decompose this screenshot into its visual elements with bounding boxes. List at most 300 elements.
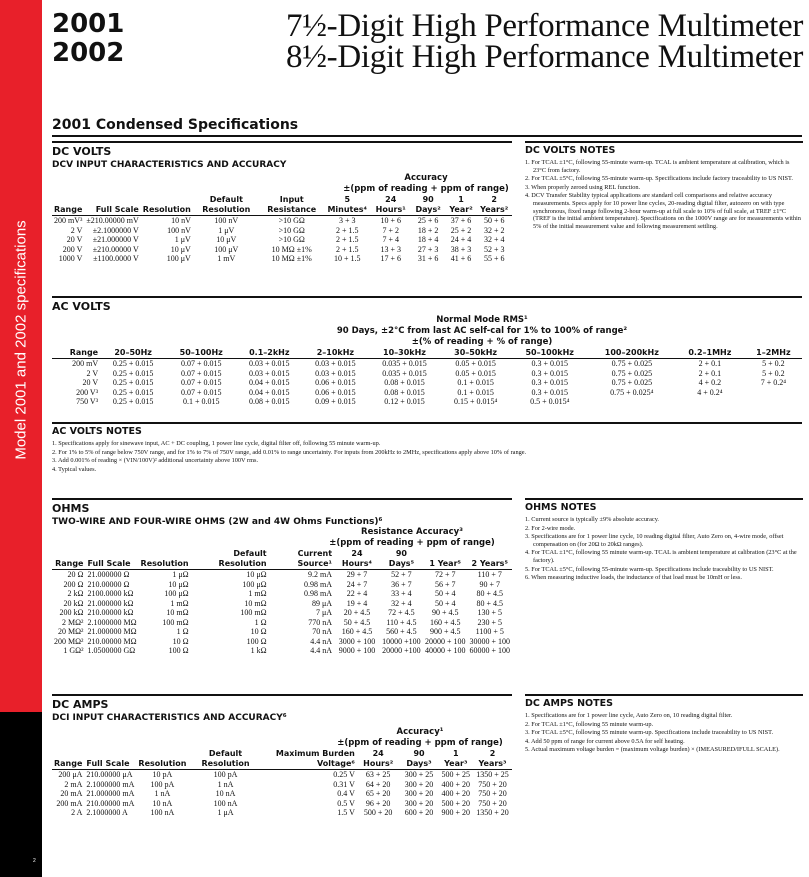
- ohms-title: OHMS: [52, 498, 512, 515]
- dcv-notes: [525, 141, 803, 231]
- table-cell: 55 + 6: [483, 254, 505, 263]
- table-cell: 10 MΩ ±1%: [271, 254, 312, 263]
- note-item: 5. For TCAL ±5°C, following 55-minute warm-up. Specifications include traceability to US NIST.: [525, 565, 774, 573]
- table-cell: 20 Ω: [67, 570, 84, 579]
- table-row: [52, 780, 512, 790]
- table-cell: 1 kΩ: [250, 646, 267, 655]
- table-cell: 300 + 20: [404, 779, 434, 789]
- dcv-subtitle: DCV INPUT CHARACTERISTICS AND ACCURACY: [52, 160, 287, 170]
- table-cell: 10 μV: [216, 235, 237, 244]
- table-cell: 0.07 + 0.015: [180, 359, 222, 368]
- table-cell: 1 μV: [174, 235, 191, 244]
- table-cell: 19 + 4: [346, 598, 368, 608]
- table-cell: 20 kΩ: [63, 598, 84, 608]
- model-numbers: [52, 10, 124, 68]
- table-cell: 100 μΩ: [242, 579, 267, 589]
- table-cell: 900 + 4.5: [429, 627, 461, 636]
- table-cell: 10 Ω: [250, 627, 267, 636]
- table-cell: 50 + 4: [434, 589, 456, 598]
- table-cell: 20 V: [66, 235, 83, 244]
- ohms-notes-title: OHMS NOTES: [525, 498, 803, 513]
- title-2001: 7½-Digit High Performance Multimeter: [286, 8, 804, 44]
- dcv-section: [52, 141, 512, 264]
- table-cell: 52 + 3: [483, 244, 505, 254]
- table-cell: 400 + 20: [441, 789, 471, 798]
- table-cell: 21.000000 mA: [86, 789, 135, 798]
- acv-col-header: 1–2MHz: [745, 348, 802, 359]
- table-cell: 2 + 0.1: [698, 359, 722, 368]
- table-row: [52, 397, 802, 407]
- table-cell: 90 + 7: [479, 579, 500, 589]
- table-row: [52, 226, 512, 236]
- ohms-col-header: 24 Hours⁴: [334, 549, 380, 570]
- ohms-subtitle: TWO-WIRE AND FOUR-WIRE OHMS (2W and 4W Ohms Functions)⁶: [52, 517, 383, 527]
- dcv-col-header: 5 Minutes⁴: [324, 195, 371, 216]
- note-item: 2. For 1% to 5% of range below 750V range, and for 1% to 7% of 750V range, add 0.01% to range uncertainty. For inputs from 200kHz to 2MHz, specifications apply above 10% of range.: [52, 448, 527, 456]
- table-cell: ±210.00000 V: [92, 244, 139, 254]
- table-cell: 18 + 2: [417, 225, 439, 235]
- table-cell: 1 μA: [217, 808, 234, 817]
- dci-col-header: Maximum Burden Voltage⁶: [263, 749, 357, 770]
- table-cell: 2 + 1.5: [335, 235, 359, 244]
- table-cell: 10 pA: [152, 770, 173, 779]
- table-cell: 0.3 + 0.015: [531, 387, 568, 397]
- table-cell: 100 nA: [150, 808, 175, 817]
- table-cell: 10 mΩ: [166, 608, 189, 617]
- table-cell: 750 V³: [76, 397, 99, 406]
- table-cell: 2.1000000 MΩ: [87, 617, 137, 627]
- title-2002: 8½-Digit High Performance Multimeter: [286, 39, 804, 75]
- table-cell: 10 Ω: [172, 636, 189, 646]
- table-cell: 10 μΩ: [168, 579, 189, 589]
- table-cell: 200 kΩ: [59, 608, 84, 617]
- table-cell: 3000 + 100: [338, 636, 376, 646]
- table-cell: 10 nV: [171, 216, 191, 225]
- table-cell: 100 mΩ: [162, 617, 189, 627]
- dci-accuracy-header: Accuracy¹: [396, 727, 444, 737]
- dci-col-header: Full Scale: [84, 749, 136, 770]
- table-cell: 100 μV: [166, 254, 191, 263]
- table-cell: 64 + 20: [365, 779, 391, 789]
- table-cell: 160 + 4.5: [429, 617, 461, 627]
- table-cell: 80 + 4.5: [476, 598, 503, 608]
- dcv-col-header: 24 Hours¹: [371, 195, 411, 216]
- table-cell: 72 + 4.5: [388, 608, 415, 617]
- table-cell: 500 + 20: [363, 808, 393, 817]
- table-cell: 63 + 25: [365, 770, 391, 779]
- table-cell: 0.1 + 0.015: [457, 387, 494, 397]
- table-cell: 0.5 + 0.015⁴: [530, 397, 570, 406]
- table-cell: 750 + 20: [478, 798, 507, 808]
- table-cell: 2 + 1.5: [335, 244, 359, 254]
- table-cell: 300 + 20: [404, 789, 434, 798]
- table-cell: 1350 + 20: [476, 808, 509, 817]
- dcv-accuracy-header: Accuracy: [404, 173, 448, 183]
- table-row: [52, 618, 512, 628]
- table-cell: 0.08 + 0.015: [384, 387, 425, 397]
- table-cell: 230 + 5: [477, 617, 502, 627]
- table-row: [52, 570, 512, 580]
- table-cell: 0.08 + 0.015: [249, 397, 290, 406]
- table-cell: 100 Ω: [246, 636, 267, 646]
- table-cell: 0.06 + 0.015: [315, 378, 356, 387]
- table-cell: 2 V: [70, 225, 83, 235]
- dcv-table: [52, 195, 512, 264]
- table-cell: 17 + 6: [380, 254, 401, 263]
- table-cell: 0.04 + 0.015: [249, 387, 290, 397]
- ohms-accuracy-header: Resistance Accuracy³: [361, 527, 463, 537]
- table-cell: 1 mV: [217, 254, 236, 263]
- acv-section: [52, 296, 802, 407]
- page-mark: 2: [33, 858, 36, 864]
- acv-header-3: ±(% of reading + % of range): [411, 337, 553, 347]
- table-cell: 20000 +100: [382, 646, 421, 655]
- model-2002: 2002: [52, 38, 125, 68]
- note-item: 2. For TCAL ±5°C, following 55-minute warm-up. Specifications include factory traceability to US NIST.: [525, 175, 794, 183]
- table-cell: 65 + 20: [365, 789, 391, 798]
- table-cell: 36 + 7: [391, 579, 412, 589]
- table-cell: 100 nV: [214, 216, 239, 225]
- table-cell: [745, 397, 802, 407]
- table-cell: 200 mV³: [54, 216, 83, 225]
- table-cell: 200 V: [62, 244, 83, 254]
- table-cell: 0.25 + 0.015: [112, 378, 154, 387]
- acv-col-header: 50–100kHz: [511, 348, 589, 359]
- dci-subtitle: DCI INPUT CHARACTERISTICS AND ACCURACY⁶: [52, 713, 287, 723]
- table-cell: 10 + 6: [380, 216, 401, 225]
- table-cell: 100 nV: [167, 225, 191, 235]
- table-cell: 37 + 6: [450, 216, 472, 225]
- table-row: [52, 608, 512, 618]
- table-cell: 32 + 4: [483, 235, 505, 244]
- table-cell: 1100 + 5: [475, 627, 504, 636]
- table-cell: 200 MΩ²: [54, 636, 84, 646]
- dcv-notes-title: DC VOLTS NOTES: [525, 141, 803, 156]
- table-cell: 0.25 + 0.015: [112, 397, 154, 406]
- dcv-col-header: Default Resolution: [193, 195, 260, 216]
- note-item: 5. Actual maximum voltage burden = (maximum voltage burden) × (IMEASURED/IFULL SCALE).: [525, 746, 780, 754]
- table-cell: 0.1 + 0.015: [182, 397, 220, 406]
- table-cell: 4.4 nA: [310, 646, 333, 655]
- table-cell: 2 kΩ: [67, 589, 84, 598]
- table-cell: 0.07 + 0.015: [180, 378, 222, 387]
- note-item: 4. Add 50 ppm of range for current above 0.5A for self heating.: [525, 737, 685, 745]
- table-row: [52, 637, 512, 647]
- ohms-accuracy-sub: ±(ppm of reading + ppm of range): [329, 538, 495, 548]
- table-cell: [745, 388, 802, 398]
- dci-title: DC AMPS: [52, 694, 512, 711]
- table-cell: 110 + 4.5: [386, 617, 417, 627]
- acv-col-header: 2–10kHz: [302, 348, 368, 359]
- table-cell: 0.03 + 0.015: [249, 359, 290, 368]
- table-cell: 18 + 4: [417, 235, 439, 244]
- table-cell: ±1100.0000 V: [93, 254, 139, 263]
- table-cell: [675, 397, 745, 407]
- dcv-notes-list: [525, 159, 803, 230]
- table-cell: 10 + 1.5: [333, 254, 361, 263]
- table-cell: 5 + 0.2: [762, 368, 785, 378]
- note-item: 3. Add 0.001% of reading × (VIN/100V)² additional uncertainty above 100V rms.: [52, 457, 259, 465]
- table-cell: 22 + 4: [346, 589, 368, 598]
- table-cell: 0.09 + 0.015: [315, 397, 356, 406]
- table-cell: 0.07 + 0.015: [180, 368, 222, 378]
- table-cell: 100 μV: [214, 244, 239, 254]
- note-item: 2. For 2-wire mode.: [525, 524, 576, 532]
- table-cell: 0.25 + 0.015: [112, 368, 154, 378]
- table-cell: 32 + 4: [391, 598, 412, 608]
- ohms-col-header: 90 Days⁵: [380, 549, 423, 570]
- table-cell: 210.00000 kΩ: [87, 608, 134, 617]
- table-cell: 4 + 0.2: [698, 378, 722, 387]
- acv-col-header: 30–50kHz: [440, 348, 510, 359]
- table-cell: 0.75 + 0.025⁴: [610, 387, 654, 397]
- table-cell: 89 μA: [311, 598, 333, 608]
- ohms-col-header: 1 Year⁵: [423, 549, 468, 570]
- table-cell: 100 mΩ: [240, 608, 267, 617]
- note-item: 1. Specifications apply for sinewave input, AC + DC coupling, 1 power line cycle, digital filter off, following 55 minute warm-up.: [52, 440, 381, 447]
- table-cell: 1 mΩ: [170, 598, 189, 608]
- table-cell: 10 nA: [152, 798, 173, 808]
- sidebar-black-block: [0, 712, 42, 877]
- table-cell: 25 + 6: [417, 216, 439, 225]
- table-cell: 20 MΩ²: [58, 627, 84, 636]
- note-item: 1. Specifications are for 1 power line cycle, Auto Zero on, 10 reading digital filter.: [525, 712, 733, 719]
- table-cell: 27 + 3: [417, 244, 439, 254]
- dci-col-header: Resolution: [136, 749, 188, 770]
- table-cell: 80 + 4.5: [476, 589, 503, 598]
- table-cell: 0.31 V: [333, 779, 355, 789]
- table-cell: 4.4 nA: [310, 636, 333, 646]
- dcv-title: DC VOLTS: [52, 141, 512, 158]
- table-cell: 10000 +100: [382, 636, 421, 646]
- table-cell: 1 Ω: [176, 627, 189, 636]
- table-cell: 0.3 + 0.015: [531, 368, 568, 378]
- page-title: 2001 Condensed Specifications: [52, 117, 802, 137]
- table-cell: 21.000000 Ω: [87, 570, 130, 579]
- table-cell: 210.00000 mA: [86, 798, 135, 808]
- dcv-col-header: 1 Year²: [446, 195, 477, 216]
- table-cell: 7 + 2: [382, 225, 399, 235]
- table-row: [52, 388, 802, 398]
- ohms-col-header: 2 Years⁵: [467, 549, 512, 570]
- table-cell: 52 + 7: [391, 570, 412, 579]
- dci-col-header: Default Resolution: [188, 749, 262, 770]
- table-cell: 40000 + 100: [424, 646, 466, 655]
- table-cell: 56 + 7: [434, 579, 456, 589]
- table-cell: 200 V³: [76, 387, 99, 397]
- table-cell: 20 + 4.5: [343, 608, 371, 617]
- table-row: [52, 627, 512, 637]
- table-cell: 0.08 + 0.015: [384, 378, 425, 387]
- acv-col-header: 10–30kHz: [368, 348, 440, 359]
- acv-col-header: 50–100Hz: [166, 348, 236, 359]
- ohms-col-header: Range: [52, 549, 85, 570]
- table-cell: ±21.000000 V: [92, 235, 139, 244]
- table-cell: 100 nA: [213, 798, 238, 808]
- table-row: [52, 770, 512, 780]
- dci-col-header: 90 Days³: [400, 749, 439, 770]
- table-cell: 0.03 + 0.015: [315, 359, 356, 368]
- table-cell: 0.1 + 0.015: [457, 378, 494, 387]
- table-cell: 750 + 20: [478, 789, 507, 798]
- table-cell: 96 + 20: [365, 798, 391, 808]
- note-item: 3. For TCAL ±5°C, following 55 minute warm-up. Specifications include traceability to US NIST.: [525, 729, 774, 737]
- acv-header-2: 90 Days, ±2°C from last AC self-cal for 1% to 100% of range²: [336, 326, 628, 336]
- table-cell: 7 μA: [315, 608, 333, 617]
- table-row: [52, 254, 512, 264]
- table-cell: 72 + 7: [434, 570, 456, 579]
- table-cell: 50 + 6: [483, 216, 505, 225]
- table-cell: 100 pA: [150, 779, 175, 789]
- note-item: 2. For TCAL ±1°C, following 55 minute warm-up.: [525, 720, 654, 728]
- table-cell: 20 mA: [60, 789, 83, 798]
- table-cell: 7 + 0.2⁴: [760, 378, 787, 387]
- acv-col-header: 0.1–2kHz: [236, 348, 302, 359]
- dci-notes: [525, 694, 803, 755]
- table-cell: >10 GΩ: [278, 216, 305, 225]
- table-cell: 0.06 + 0.015: [315, 387, 356, 397]
- table-cell: 210.00000 μA: [86, 770, 133, 779]
- table-cell: 13 + 3: [380, 244, 401, 254]
- table-cell: 200 mA: [56, 798, 83, 808]
- table-cell: 0.25 V: [333, 770, 355, 779]
- table-cell: 0.03 + 0.015: [249, 368, 290, 378]
- table-cell: [589, 397, 675, 407]
- table-cell: 2100.0000 kΩ: [87, 589, 134, 598]
- table-cell: 1 mΩ: [248, 589, 267, 598]
- table-cell: 32 + 2: [483, 225, 505, 235]
- table-cell: 31 + 6: [417, 254, 439, 263]
- table-row: [52, 799, 512, 809]
- table-cell: 1 μV: [218, 225, 235, 235]
- note-item: 3. Specifications are for 1 power line cycle, 10 reading digital filter, Auto Zero on, 4-wire mode, offset compensation on (for 20Ω to 20kΩ ranges).: [525, 533, 784, 548]
- table-cell: ±210.00000 mV: [86, 216, 139, 225]
- table-cell: 0.12 + 0.015: [384, 397, 425, 406]
- table-cell: 10 MΩ ±1%: [271, 244, 312, 254]
- table-row: [52, 599, 512, 609]
- acv-col-header: Range: [52, 348, 100, 359]
- dcv-col-header: 2 Years²: [476, 195, 512, 216]
- table-cell: 0.04 + 0.015: [249, 378, 290, 387]
- table-cell: 0.07 + 0.015: [180, 387, 222, 397]
- table-cell: 160 + 4.5: [341, 627, 373, 636]
- table-cell: 38 + 3: [450, 244, 472, 254]
- table-row: [52, 369, 802, 379]
- dcv-col-header: Input Resistance: [260, 195, 324, 216]
- dci-col-header: 24 Hours²: [357, 749, 400, 770]
- table-row: [52, 789, 512, 799]
- note-item: 1. For TCAL ±1°C, following 55-minute warm-up. TCAL is ambient temperature at calibration, which is 23°C from factory.: [525, 159, 790, 174]
- table-cell: 110 + 7: [477, 570, 502, 579]
- table-cell: 10 nA: [215, 789, 236, 798]
- table-cell: 24 + 7: [346, 579, 368, 589]
- table-cell: 1 nA: [154, 789, 171, 798]
- table-cell: 2.1000000 A: [86, 808, 128, 817]
- acv-col-header: 100–200kHz: [589, 348, 675, 359]
- note-item: 4. For TCAL ±1°C, following 55 minute warm-up. TCAL is ambient temperature at calibration (23°C at the factory).: [525, 549, 797, 564]
- table-cell: 0.25 + 0.015: [112, 387, 154, 397]
- dci-notes-list: [525, 712, 803, 754]
- ohms-col-header: Current Source¹: [269, 549, 334, 570]
- table-cell: 10 mΩ: [244, 598, 267, 608]
- model-2001: 2001: [52, 9, 125, 39]
- ohms-col-header: Default Resolution: [191, 549, 269, 570]
- ohms-section: [52, 498, 512, 656]
- table-cell: 560 + 4.5: [386, 627, 417, 636]
- acv-notes: [52, 422, 802, 474]
- table-cell: 1 Ω: [254, 617, 267, 627]
- note-item: 1. Current source is typically ±9% absolute accuracy.: [525, 516, 660, 523]
- acv-header-1: Normal Mode RMS¹: [436, 315, 528, 325]
- table-cell: 0.4 V: [337, 789, 355, 798]
- table-cell: 9.2 mA: [308, 570, 333, 579]
- table-row: [52, 808, 512, 818]
- table-cell: 0.75 + 0.025: [611, 378, 653, 387]
- acv-title: AC VOLTS: [52, 296, 802, 313]
- table-cell: 200 mV: [72, 359, 99, 368]
- table-cell: 0.035 + 0.015: [382, 368, 427, 378]
- ohms-col-header: Full Scale: [85, 549, 138, 570]
- table-cell: 0.98 mA: [304, 579, 333, 589]
- product-titles: [286, 8, 804, 75]
- dcv-col-header: 90 Days²: [411, 195, 446, 216]
- acv-col-header: 20–50Hz: [100, 348, 166, 359]
- table-cell: 100 μΩ: [164, 589, 189, 598]
- dci-notes-title: DC AMPS NOTES: [525, 694, 803, 709]
- table-row: [52, 378, 802, 388]
- table-cell: 30000 + 100: [469, 636, 510, 646]
- table-cell: 600 + 20: [404, 808, 434, 817]
- table-cell: 2 mA: [64, 779, 83, 789]
- table-cell: 0.03 + 0.015: [315, 368, 356, 378]
- table-cell: 0.75 + 0.025: [611, 368, 653, 378]
- table-cell: ±2.1000000 V: [92, 225, 139, 235]
- table-cell: 50 + 4: [434, 598, 456, 608]
- table-cell: 0.5 V: [337, 798, 355, 808]
- table-cell: 60000 + 100: [469, 646, 510, 655]
- table-cell: 20000 + 100: [424, 636, 466, 646]
- table-cell: >10 GΩ: [278, 235, 305, 244]
- table-cell: 0.3 + 0.015: [531, 378, 568, 387]
- dci-table: [52, 749, 512, 818]
- table-cell: 0.98 mA: [304, 589, 333, 598]
- dci-col-header: Range: [52, 749, 84, 770]
- table-cell: 210.00000 Ω: [87, 579, 130, 589]
- table-cell: 2.1000000 mA: [86, 779, 135, 789]
- sidebar-label: Model 2001 and 2002 specifications: [12, 220, 30, 460]
- table-row: [52, 216, 512, 226]
- table-cell: 3 + 3: [338, 216, 356, 225]
- acv-col-header: 0.2–1MHz: [675, 348, 745, 359]
- table-cell: 2 MΩ²: [62, 617, 84, 627]
- table-cell: 29 + 7: [346, 570, 368, 579]
- dci-col-header: 2 Years³: [473, 749, 512, 770]
- table-cell: 70 nA: [312, 627, 333, 636]
- table-cell: 2 + 1.5: [335, 225, 359, 235]
- dci-section: [52, 694, 512, 818]
- table-cell: 4 + 0.2⁴: [697, 387, 723, 397]
- table-cell: 770 nA: [308, 617, 333, 627]
- table-row: [52, 580, 512, 590]
- table-cell: 500 + 20: [441, 798, 471, 808]
- ohms-notes: [525, 498, 803, 583]
- table-cell: 0.05 + 0.015: [455, 359, 496, 368]
- table-cell: 21.000000 kΩ: [87, 598, 134, 608]
- table-cell: 750 + 20: [478, 779, 507, 789]
- table-cell: 1.0500000 GΩ: [87, 646, 136, 655]
- table-cell: 1 μΩ: [172, 570, 189, 579]
- dci-accuracy-sub: ±(ppm of reading + ppm of range): [337, 738, 503, 748]
